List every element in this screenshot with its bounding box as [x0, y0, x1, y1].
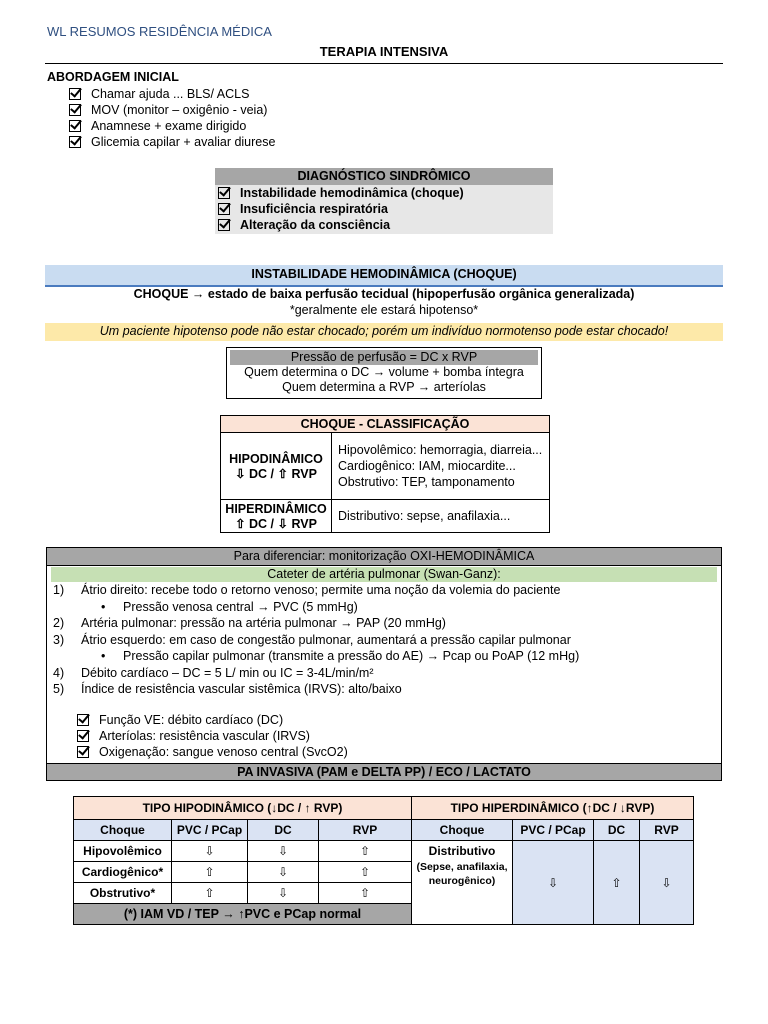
monitor-checks — [47, 712, 721, 760]
diagnostico-box — [215, 168, 553, 234]
checkbox-icon — [69, 120, 81, 132]
col-dc-hiper: DC — [594, 820, 640, 841]
checkbox-icon — [77, 714, 89, 726]
abordagem-item: Anamnese + exame dirigido — [69, 118, 275, 134]
perfusao-title: Pressão de perfusão = DC x RVP — [230, 350, 538, 365]
brand-title: WL RESUMOS RESIDÊNCIA MÉDICA — [47, 24, 272, 39]
abordagem-list — [69, 86, 275, 150]
hipo-type-cardiogenico: Cardiogênico: IAM, miocardite... — [338, 459, 516, 473]
hipodinamico-types — [332, 433, 550, 500]
arrow-icon: ⇩ — [248, 862, 319, 883]
distributivo-cell: Distributivo (Sepse, anafilaxia, neurogênico) — [412, 841, 513, 925]
monitor-header: Para diferenciar: monitorização OXI-HEMODINÂMICA — [47, 548, 721, 566]
page-title: TERAPIA INTENSIVA — [319, 44, 449, 59]
perfusao-box — [226, 347, 542, 399]
choque-section-bar: INSTABILIDADE HEMODINÂMICA (CHOQUE) — [45, 265, 723, 287]
monitor-check-item: Oxigenação: sangue venoso central (SvcO2) — [77, 744, 721, 760]
col-rvp-hiper: RVP — [640, 820, 694, 841]
row-name: Hipovolêmico — [74, 841, 172, 862]
checkbox-icon — [77, 730, 89, 742]
monitor-list-item: 2) Artéria pulmonar: pressão na artéria pulmonar → PAP (20 mmHg) — [53, 616, 446, 630]
monitor-check-item: Função VE: débito cardíaco (DC) — [77, 712, 721, 728]
hiper-table-title: TIPO HIPERDINÂMICO (↑DC / ↓RVP) — [412, 797, 694, 820]
checkbox-icon — [218, 219, 230, 231]
abordagem-item: Glicemia capilar + avaliar diurese — [69, 134, 275, 150]
checkbox-icon — [218, 203, 230, 215]
arrow-icon: ⇩ — [640, 841, 694, 925]
row-name: Obstrutivo* — [74, 883, 172, 904]
col-choque: Choque — [74, 820, 172, 841]
monitor-list-item: 3) Átrio esquerdo: em caso de congestão pulmonar, aumentará a pressão capilar pulmonar — [53, 632, 571, 647]
diagnostico-item: Instabilidade hemodinâmica (choque) — [218, 185, 553, 201]
col-dc: DC — [248, 820, 319, 841]
classificacao-title: CHOQUE - CLASSIFICAÇÃO — [221, 416, 550, 433]
comparison-table — [73, 796, 694, 925]
abordagem-item: MOV (monitor – oxigênio - veia) — [69, 102, 275, 118]
arrow-icon: ⇧ — [172, 883, 248, 904]
row-name: Cardiogênico* — [74, 862, 172, 883]
arrow-icon: ⇧ — [319, 841, 412, 862]
hipodinamico-cell: HIPODINÂMICO ⇩ DC / ⇧ RVP — [221, 433, 332, 500]
monitor-box — [46, 547, 722, 781]
hipo-type-hipovolemico: Hipovolêmico: hemorragia, diarreia... — [338, 443, 543, 457]
arrow-icon: ⇩ — [248, 841, 319, 862]
arrow-icon: ⇧ — [319, 883, 412, 904]
choque-warning: Um paciente hipotenso pode não estar chocado; porém um indivíduo normotenso pode estar chocado! — [45, 323, 723, 341]
arrow-icon: ⇧ — [594, 841, 640, 925]
abordagem-title: ABORDAGEM INICIAL — [47, 70, 179, 84]
classificacao-table — [220, 415, 550, 533]
monitor-list-item: • Pressão venosa central → PVC (5 mmHg) — [101, 599, 358, 614]
arrow-icon: ⇩ — [513, 841, 594, 925]
checkbox-icon — [69, 136, 81, 148]
choque-definition-note: *geralmente ele estará hipotenso* — [289, 303, 479, 317]
monitor-footer: PA INVASIVA (PAM e DELTA PP) / ECO / LACTATO — [47, 763, 721, 780]
monitor-list-item: • Pressão capilar pulmonar (transmite a pressão do AE) → Pcap ou PoAP (12 mHg) — [101, 649, 580, 663]
checkbox-icon — [69, 104, 81, 116]
arrow-icon: ⇩ — [248, 883, 319, 904]
hiperdinamico-type: Distributivo: sepse, anafilaxia... — [332, 500, 550, 533]
diagnostico-item: Insuficiência respiratória — [218, 201, 553, 217]
monitor-subheader: Cateter de artéria pulmonar (Swan-Ganz): — [51, 567, 717, 582]
perfusao-line2: Quem determina a RVP → arteríolas — [282, 380, 486, 394]
perfusao-line1: Quem determina o DC → volume + bomba íntegra — [244, 365, 524, 379]
col-pvc: PVC / PCap — [172, 820, 248, 841]
diagnostico-item: Alteração da consciência — [218, 217, 553, 233]
abordagem-item: Chamar ajuda ... BLS/ ACLS — [69, 86, 275, 102]
table-row — [74, 841, 694, 862]
arrow-icon: ⇧ — [319, 862, 412, 883]
checkbox-icon — [69, 88, 81, 100]
col-rvp: RVP — [319, 820, 412, 841]
monitor-list — [47, 582, 721, 698]
monitor-check-item: Arteríolas: resistência vascular (IRVS) — [77, 728, 721, 744]
col-pvc-hiper: PVC / PCap — [513, 820, 594, 841]
arrow-icon: ⇧ — [172, 862, 248, 883]
checkbox-icon — [218, 187, 230, 199]
monitor-list-item: 5) Índice de resistência vascular sistêmica (IRVS): alto/baixo — [53, 682, 402, 696]
table-note: (*) IAM VD / TEP → ↑PVC e PCap normal — [74, 904, 412, 925]
diagnostico-title: DIAGNÓSTICO SINDRÔMICO — [215, 168, 553, 185]
hipo-type-obstrutivo: Obstrutivo: TEP, tamponamento — [338, 475, 515, 489]
hiperdinamico-cell: HIPERDINÂMICO ⇧ DC / ⇩ RVP — [221, 500, 332, 533]
choque-definition: CHOQUE → estado de baixa perfusão tecidual (hipoperfusão orgânica generalizada) — [133, 287, 635, 301]
arrow-icon: ⇩ — [172, 841, 248, 862]
monitor-list-item: 4) Débito cardíaco – DC = 5 L/ min ou IC = 3-4L/min/m² — [53, 665, 374, 680]
hipo-table-title: TIPO HIPODINÂMICO (↓DC / ↑ RVP) — [74, 797, 412, 820]
monitor-list-item: 1) Átrio direito: recebe todo o retorno venoso; permite uma noção da volemia do paciente — [53, 583, 561, 597]
col-choque-hiper: Choque — [412, 820, 513, 841]
title-divider — [45, 63, 723, 64]
checkbox-icon — [77, 746, 89, 758]
